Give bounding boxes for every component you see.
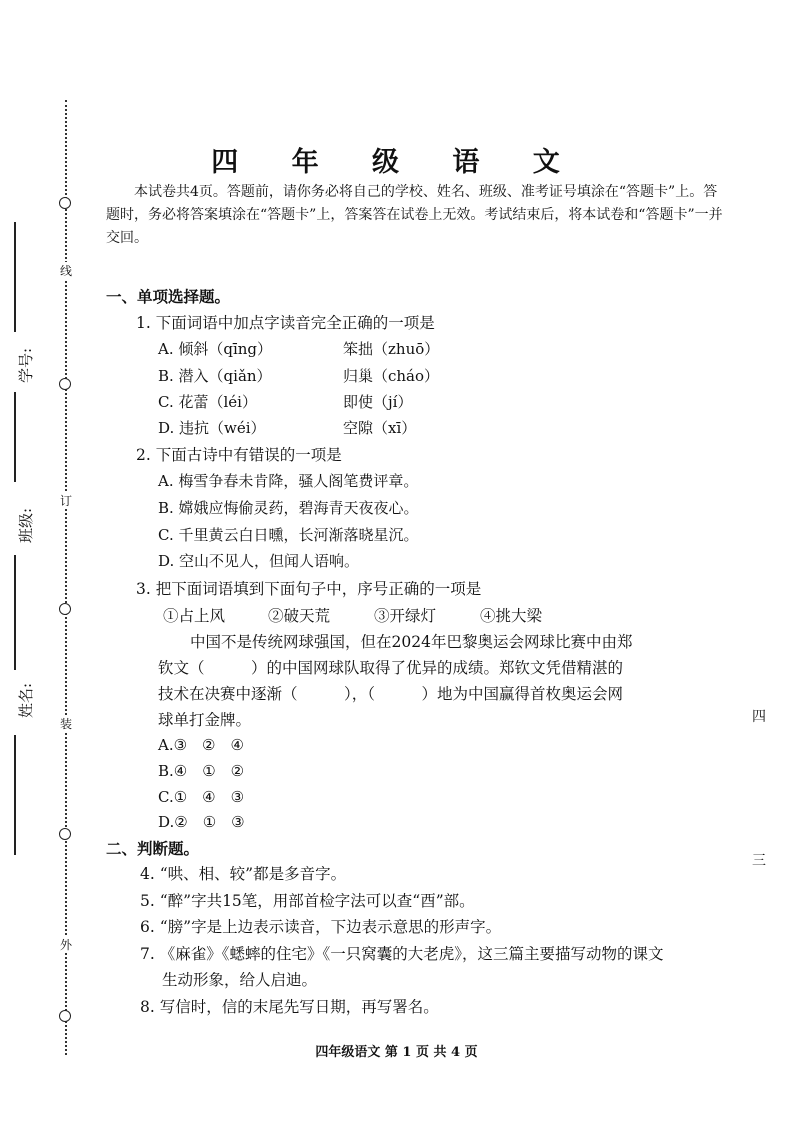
q3-option-b: B.④ ① ② — [158, 762, 245, 780]
school-underline — [14, 735, 16, 855]
binding-dotted-line — [65, 100, 69, 1055]
name-underline — [14, 555, 16, 670]
section1-heading: 一、单项选择题。 — [106, 287, 231, 306]
q2-option-c: C. 千里黄云白日曛，长河渐落晓星沉。 — [158, 526, 419, 544]
q3-passage-line: 中国不是传统网球强国，但在2024年巴黎奥运会网球比赛中由郑 — [190, 633, 633, 651]
edge-mark: 四 — [752, 709, 766, 725]
q3-choice-1: ①占上风 — [163, 607, 226, 625]
binding-hole — [59, 828, 71, 840]
q1-option-c-1: C. 花蕾（léi） — [158, 393, 257, 411]
q1-option-b-2: 归巢（cháo） — [343, 367, 440, 385]
binding-wai: 外 — [59, 938, 72, 952]
binding-zhuang: 装 — [59, 717, 72, 731]
q1-option-c-2: 即使（jí） — [343, 393, 413, 411]
binding-hole — [59, 197, 71, 209]
q3-choice-2: ②破天荒 — [268, 607, 331, 625]
q1-option-a-2: 笨拙（zhuō） — [343, 340, 440, 358]
binding-hole — [59, 603, 71, 615]
xuehao-underline — [14, 222, 16, 332]
banji-label: 班级: — [17, 507, 36, 544]
q4-statement: 4. “哄、相、较”都是多音字。 — [140, 865, 347, 883]
xuehao-label: 学号: — [17, 347, 36, 384]
q6-statement: 6. “膀”字是上边表示读音，下边表示意思的形声字。 — [140, 918, 502, 936]
q5-statement: 5. “醉”字共15笔，用部首检字法可以查“酉”部。 — [140, 892, 475, 910]
q3-passage-line: 钦文（ ）的中国网球队取得了优异的成绩。郑钦文凭借精湛的 — [158, 659, 624, 677]
q1-option-a-1: A. 倾斜（qīng） — [158, 340, 273, 358]
q3-stem: 3. 把下面词语填到下面句子中，序号正确的一项是 — [136, 580, 482, 598]
q3-passage-line: 球单打金牌。 — [158, 711, 252, 729]
q7-statement: 7. 《麻雀》《蟋蟀的住宅》《一只窝囊的大老虎》，这三篇主要描写动物的课文 — [140, 945, 664, 963]
q1-option-b-1: B. 潜入（qiǎn） — [158, 367, 272, 385]
q8-statement: 8. 写信时，信的末尾先写日期，再写署名。 — [140, 998, 439, 1016]
q3-option-d: D.② ① ③ — [158, 813, 245, 831]
binding-xian: 线 — [59, 264, 72, 278]
binding-hole — [59, 1010, 71, 1022]
q2-stem: 2. 下面古诗中有错误的一项是 — [136, 446, 342, 464]
name-label: 姓名: — [17, 682, 36, 719]
q3-option-a: A.③ ② ④ — [158, 736, 244, 754]
q2-option-b: B. 嫦娥应悔偷灵药，碧海青天夜夜心。 — [158, 499, 419, 517]
binding-margin — [58, 100, 74, 1055]
binding-ding: 订 — [59, 494, 72, 508]
exam-instructions: 本试卷共4页。答题前，请你务必将自己的学校、姓名、班级、准考证号填涂在“答题卡”上。答题时，务必将答案填涂在“答题卡”上，答案答在试卷上无效。考试结束后，将本试卷和“答题卡”一并交回。 — [106, 184, 723, 246]
binding-hole — [59, 378, 71, 390]
q1-option-d-2: 空隙（xī） — [343, 419, 417, 437]
q1-option-d-1: D. 违抗（wéi） — [158, 419, 266, 437]
q3-choice-3: ③开绿灯 — [374, 607, 437, 625]
banji-underline — [14, 392, 16, 482]
q3-choice-4: ④挑大梁 — [480, 607, 543, 625]
q2-option-a: A. 梅雪争春未肯降，骚人阁笔费评章。 — [158, 472, 419, 490]
q2-option-d: D. 空山不见人，但闻人语响。 — [158, 552, 360, 570]
q1-stem: 1. 下面词语中加点字读音完全正确的一项是 — [136, 314, 435, 332]
q7-statement-cont: 生动形象，给人启迪。 — [162, 971, 318, 989]
q3-passage-line: 技术在决赛中逐渐（ ），（ ）地为中国赢得首枚奥运会网 — [158, 685, 624, 703]
page-footer: 四年级语文 第 1 页 共 4 页 — [315, 1045, 478, 1060]
edge-mark: 三 — [752, 853, 766, 869]
q3-option-c: C.① ④ ③ — [158, 788, 245, 806]
section2-heading: 二、判断题。 — [106, 839, 200, 858]
page-title: 四 年 级 语 文 — [211, 147, 582, 178]
